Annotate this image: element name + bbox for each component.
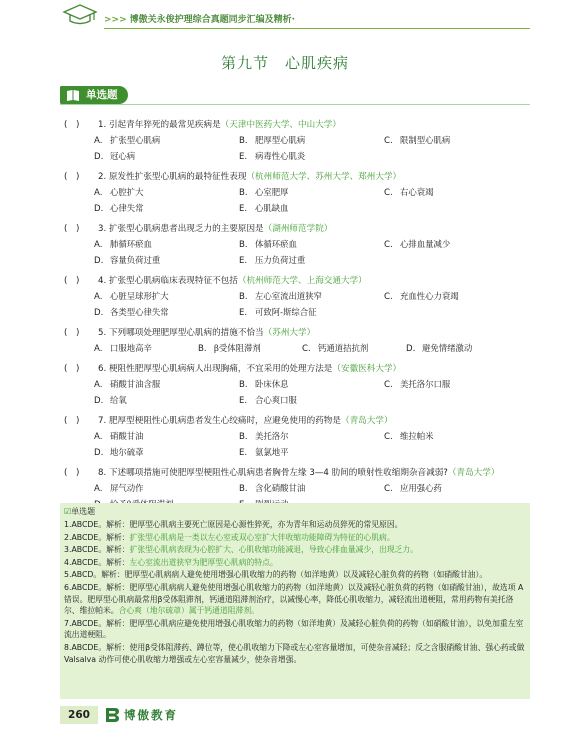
answer-explanation: 扩张型心肌病是一类以左心室或双心室扩大伴收缩功能障碍为特征的心肌病。 [129,532,395,542]
option-item [406,341,510,357]
answer-note: 合心爽（地尔硫䓬）属于钙通道阻滞剂。 [118,606,259,616]
answer-item [64,569,526,581]
answer-item [64,519,526,531]
option-text: 心脏呈球形扩大 [110,291,169,301]
question-stem [64,118,530,133]
question-text: 下述哪项措施可使肥厚型梗阻性心肌病患者胸骨左缘 3—4 肋间的喷射性收缩期杂音减弱? [108,468,448,478]
option-text: 维拉帕米 [400,431,434,441]
option-item [239,185,384,201]
option-text: 给氧 [110,395,127,405]
answer-panel [60,503,530,699]
option-text: 扩张型心肌病 [110,135,161,145]
book-icon [66,88,80,102]
question-number: 1. [98,120,107,130]
option-letter: B. [239,432,248,442]
question-source: （湖州师范学院） [263,224,333,234]
answer-blank: ( ) [64,276,80,286]
option-item [94,305,239,321]
option-text: 左心室流出道狭窄 [255,291,322,301]
option-letter: C. [384,188,393,198]
option-text: 各类型心律失常 [110,307,169,317]
question-stem [64,222,530,237]
option-item [94,201,239,217]
answer-key: 5.ABCD。解析： [64,570,125,580]
option-letter: D. [94,448,104,458]
answer-blank: ( ) [64,468,80,478]
option-item [239,237,384,253]
answer-key: 3.ABCDE。解析： [64,545,130,555]
option-item [239,445,384,461]
option-letter: C. [384,136,393,146]
option-letter: E. [239,204,248,214]
answer-key: 1.ABCDE。解析： [64,520,130,529]
question-item [64,274,530,321]
section-title: 第九节 心肌疾病 [220,54,350,72]
option-item [94,289,239,305]
option-letter: A. [94,344,103,354]
option-letter: D. [94,152,104,162]
option-letter: A. [94,136,103,146]
option-text: 口服地高辛 [110,343,152,353]
answer-explanation: 肥厚型心肌病应避免使用增强心肌收缩力的药物（如洋地黄）及减轻心脏负荷的药物（如硝酸甘油），以免加重左室流出道梗阻。 [64,618,524,640]
question-number: 3. [98,224,107,234]
option-text: 冠心病 [110,151,136,161]
option-item [94,149,239,165]
option-item [239,253,384,269]
option-letter: C. [302,344,311,354]
option-letter: A. [94,484,103,494]
option-letter: A. [94,380,103,390]
option-text: 含化硝酸甘油 [255,483,306,493]
option-text: 钙通道拮抗剂 [318,343,369,353]
question-item [64,414,530,461]
question-source: （青岛大学） [447,468,500,478]
question-number: 7. [98,416,107,426]
question-text: 下列哪项处理肥厚型心肌病的措施不恰当 [108,328,264,338]
option-text: 硝酸甘油 [110,431,144,441]
option-list [64,377,530,409]
page-header [0,0,570,34]
option-item [239,305,384,321]
option-letter: D. [406,344,416,354]
header-title: >>> 博傲关永俊护理综合真题同步汇编及精析· [104,15,296,25]
answer-item [64,544,526,556]
option-letter: C. [384,432,393,442]
question-source: （杭州师范大学、上海交通大学） [237,276,367,286]
option-item [384,289,529,305]
question-stem [64,170,530,185]
option-letter: A. [94,240,103,250]
answer-explanation: 扩张型心肌病表现为心腔扩大、心肌收缩功能减退，导致心排血量减少，出现乏力。 [129,545,419,555]
question-source: （安徽医科大学） [332,364,402,374]
option-text: 心肌缺血 [255,203,289,213]
option-item [94,393,239,409]
answer-list [60,519,530,665]
option-letter: E. [239,448,248,458]
option-item [239,149,384,165]
option-item [94,481,239,497]
option-item [384,429,529,445]
tag-divider [60,104,530,105]
option-text: 肺循环瘀血 [110,239,152,249]
option-item [302,341,406,357]
option-text: 应用强心药 [400,483,442,493]
option-letter: E. [239,152,248,162]
option-letter: C. [384,240,393,250]
option-letter: A. [94,432,103,442]
answer-blank: ( ) [64,416,80,426]
answer-explanation: 肥厚型心肌病病人避免使用增强心肌收缩力的药物（如洋地黄）以及减轻心脏负荷的药物（如硝酸甘油），故选项 A 错误。肥厚型心肌病最常用β受体阻滞剂，钙通道阻滞剂治疗，以减慢心率，降低心肌收缩力，减轻流出道梗阻，常用药物有美托洛尔、维拉帕米。 [64,582,524,616]
option-item [384,133,529,149]
brand-name: 博傲教育 [124,708,178,722]
answer-key: 2.ABCDE。解析： [64,532,130,542]
answer-item [64,532,526,544]
option-item [239,393,384,409]
option-text: 肥厚型心肌病 [255,135,306,145]
option-text: 美托洛尔 [255,431,289,441]
question-number: 8. [98,468,107,478]
option-letter: D. [94,204,104,214]
question-list [64,118,530,518]
option-item [94,377,239,393]
option-list [64,237,530,269]
option-text: 屏气动作 [110,483,144,493]
question-item [64,118,530,165]
option-item [239,133,384,149]
question-item [64,362,530,409]
question-text: 原发性扩张型心肌病的最特征性表现 [108,172,247,182]
question-number: 5. [98,328,107,338]
question-number: 4. [98,276,107,286]
answer-explanation: 左心室流出道狭窄为肥厚型心肌病的特点。 [129,557,278,567]
option-item [239,201,384,217]
option-item [94,429,239,445]
option-text: 心排血量减少 [400,239,451,249]
question-item [64,326,530,357]
answer-key: 7.ABCDE。解析： [64,618,130,628]
graduation-cap-icon [60,3,100,27]
option-text: 限制型心肌病 [400,135,451,145]
answer-explanation: 肥厚型心肌病病人避免使用增强心肌收缩力的药物（如洋地黄）以及减轻心脏负荷的药物（如硝酸甘油）。 [124,570,488,580]
option-letter: B. [239,380,248,390]
answer-blank: ( ) [64,172,80,182]
option-text: 地尔硫䓬 [110,447,144,457]
option-text: 充血性心力衰竭 [400,291,459,301]
option-item [384,185,529,201]
option-letter: A. [94,292,103,302]
option-item [239,377,384,393]
option-item [94,185,239,201]
header-divider [104,28,530,29]
answer-blank: ( ) [64,224,80,234]
question-type-tag: 单选题 [60,86,128,104]
option-text: 右心衰竭 [400,187,434,197]
question-text: 扩张型心肌病患者出现乏力的主要原因是 [108,224,264,234]
option-letter: D. [94,308,104,318]
page-number: 260 [60,706,98,724]
option-letter: B. [239,136,248,146]
option-text: 容量负荷过重 [110,255,161,265]
answer-blank: ( ) [64,120,80,130]
answer-item [64,557,526,569]
option-letter: A. [94,188,103,198]
option-item [239,289,384,305]
option-list [64,289,530,321]
option-list [64,341,530,357]
option-letter: C. [384,380,393,390]
option-text: β受体阻滞剂 [214,343,261,353]
option-text: 避免情绪激动 [422,343,473,353]
option-item [384,237,529,253]
option-text: 心室肥厚 [255,187,289,197]
option-text: 合心爽口服 [255,395,297,405]
question-item [64,170,530,217]
option-letter: B. [239,484,248,494]
question-stem [64,414,530,429]
question-stem [64,362,530,377]
question-stem [64,326,530,341]
option-text: 压力负荷过重 [255,255,306,265]
question-number: 2. [98,172,107,182]
answer-item [64,642,526,665]
question-stem [64,466,530,481]
answer-item [64,582,526,617]
answer-key: 6.ABCDE。解析： [64,582,130,592]
answer-item [64,618,526,641]
question-source: （杭州师范大学、苏州大学、郑州大学） [246,172,402,182]
option-text: 体循环瘀血 [255,239,297,249]
option-text: 病毒性心肌炎 [255,151,306,161]
question-text: 引起青年猝死的最常见疾病是 [108,120,221,130]
option-item [94,133,239,149]
answer-blank: ( ) [64,328,80,338]
option-letter: D. [94,396,104,406]
option-item [384,481,529,497]
option-item [94,237,239,253]
answer-key: 8.ABCDE。解析： [64,642,130,652]
option-text: 心腔扩大 [110,187,144,197]
option-letter: B. [239,240,248,250]
option-item [239,481,384,497]
option-letter: E. [239,396,248,406]
question-text: 梗阻性肥厚型心肌病病人出现胸痛，不宜采用的处理方法是 [108,364,333,374]
option-letter: B. [239,292,248,302]
option-letter: E. [239,308,248,318]
option-letter: D. [94,256,104,266]
option-list [64,429,530,461]
question-text: 扩张型心肌病临床表现特征不包括 [108,276,238,286]
option-item [94,341,198,357]
option-item [94,253,239,269]
question-stem [64,274,530,289]
option-text: 可致阿-斯综合征 [255,307,317,317]
option-item [94,445,239,461]
question-source: （苏州大学） [263,328,316,338]
option-letter: B. [239,188,248,198]
option-text: 美托洛尔口服 [400,379,451,389]
option-list [64,133,530,165]
answer-explanation: 使用β受体阻滞药、蹲位等，使心肌收缩力下降或左心室容量增加，可使杂音减轻；反之含服硝酸甘油、强心药或做 Valsalva 动作可使心肌收缩力增强或左心室容量减少，使杂音增强。 [64,642,525,664]
question-item [64,222,530,269]
option-letter: C. [384,292,393,302]
option-letter: E. [239,256,248,266]
answer-title: ☑单选题 [64,507,96,516]
option-text: 卧床休息 [255,379,289,389]
question-text: 肥厚型梗阻性心肌病患者发生心绞痛时，应避免使用的药物是 [108,416,341,426]
answer-blank: ( ) [64,364,80,374]
option-text: 氨氯地平 [255,447,289,457]
question-source: （天津中医药大学、中山大学） [220,120,341,130]
option-item [239,429,384,445]
option-item [198,341,302,357]
option-list [64,185,530,217]
question-number: 6. [98,364,107,374]
answer-explanation: 肥厚型心肌病主要死亡原因是心源性猝死，亦为青年和运动员猝死的常见原因。 [129,520,403,529]
option-text: 硝酸甘油含服 [110,379,161,389]
answer-key: 4.ABCDE。解析： [64,557,130,567]
brand-logo-icon [104,707,120,723]
question-source: （青岛大学） [340,416,393,426]
option-letter: B. [198,344,207,354]
option-text: 心律失常 [110,203,144,213]
option-item [384,377,529,393]
option-letter: C. [384,484,393,494]
